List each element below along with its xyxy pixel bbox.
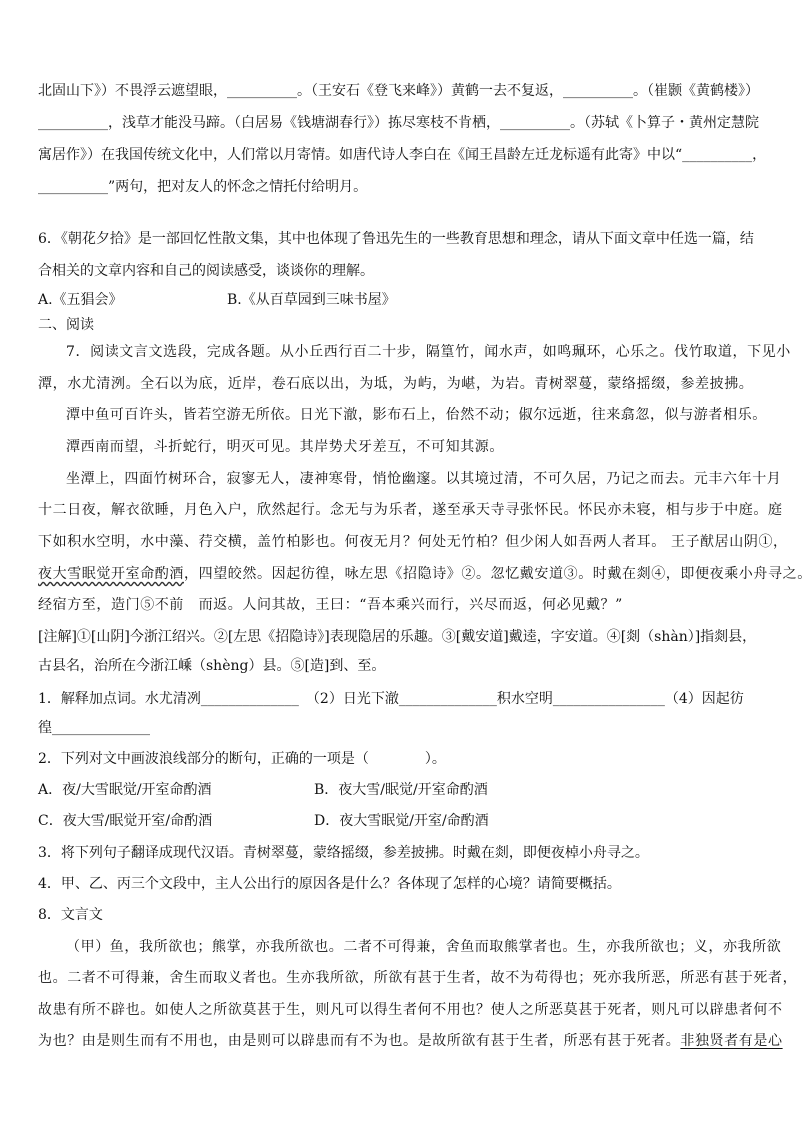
wavy-underlined-sentence: 夜大雪眠觉开室命酌酒: [38, 566, 184, 582]
question-6-line-2: 合相关的文章内容和自己的阅读感受，谈谈你的理解。: [38, 263, 374, 279]
subquestion-2-option-a: A．夜/大雪眠觉/开室命酌酒: [38, 782, 212, 798]
text-jia-line-1: （甲）鱼，我所欲也；熊掌，亦我所欲也。二者不可得兼，舍鱼而取熊掌者也。生，亦我所欲也；义，亦我所欲: [66, 939, 782, 955]
subquestion-1-line-1: 1．解释加点词。水尤清冽______________ （2）日光下澈______________积水空明________________（4）因起彷: [38, 691, 744, 707]
subquestion-3: 3．将下列句子翻译成现代汉语。青树翠蔓，蒙络摇缀，参差披拂。时戴在剡，即便夜棹小舟寻之。: [38, 845, 649, 861]
annotation-line-2: 古县名，治所在今浙江嵊（shèng）县。⑤[造]到、至。: [38, 658, 386, 674]
passage-line-4-rest: ，四望皎然。因起彷徨，咏左思《招隐诗》②。忽忆戴安道③。时戴在剡④，即便夜乘小舟寻之。: [184, 566, 812, 582]
subquestion-2-option-d: D．夜大雪眠觉/开室/命酌酒: [314, 813, 489, 829]
passage-paragraph-1-line-2: 潭，水尤清洌。全石以为底，近岸，卷石底以出，为坻，为屿，为嵁，为岩。青树翠蔓，蒙络摇缀，参差披拂。: [38, 376, 754, 392]
passage-paragraph-3: 潭西南而望，斗折蛇行，明灭可见。其岸势犬牙差互，不可知其源。: [66, 439, 504, 455]
subquestion-4: 4．甲、乙、丙三个文段中，主人公出行的原因各是什么？各体现了怎样的心境？请简要概括。: [38, 876, 621, 892]
passage-paragraph-4-line-3: 下如积水空明，水中藻、荇交横，盖竹柏影也。何夜无月？何处无竹柏？但少闲人如吾两人者耳。 王子猷居山阴①，: [38, 534, 788, 550]
question-6-option-b: B.《从百草园到三味书屋》: [227, 292, 396, 308]
subquestion-2-option-b: B．夜大雪/眠觉/开室命酌酒: [314, 782, 488, 798]
poetry-fill-line-4: __________”两句，把对友人的怀念之情托付给明月。: [38, 179, 368, 195]
passage-paragraph-1-line-1: 7．阅读文言文选段，完成各题。从小丘西行百二十步，隔篁竹，闻水声，如鸣珮环，心乐之。伐竹取道，下见小: [66, 344, 791, 360]
question-6-option-a: A.《五猖会》: [38, 292, 123, 308]
passage-paragraph-2: 潭中鱼可百许头，皆若空游无所依。日光下澈，影布石上，佁然不动；俶尔远逝，往来翕忽，似与游者相乐。: [66, 407, 767, 423]
poetry-fill-line-3: 寓居作》）在我国传统文化中，人们常以月寄情。如唐代诗人李白在《闻王昌龄左迁龙标遥有此寄》中以“__________，: [38, 147, 767, 163]
passage-paragraph-4-line-2: 十二日夜，解衣欲睡，月色入户，欣然起行。念无与为乐者，遂至承天寺寻张怀民。怀民亦未寝，相与步于中庭。庭: [38, 502, 783, 518]
subquestion-2-option-c: C．夜大雪/眠觉开室/命酌酒: [38, 813, 213, 829]
passage-paragraph-4-line-4: [38, 565, 812, 583]
text-jia-line-4-main: 为也？由是则生而有不用也，由是则可以辟患而有不为也。是故所欲有甚于生者，所恶有甚于死者。: [38, 1033, 681, 1049]
annotation-line-1: [注解]①[山阴]今浙江绍兴。②[左思《招隐诗》]表现隐居的乐趣。③[戴安道]戴逵，字安道。④[剡（shàn）]指剡县，: [38, 629, 757, 645]
passage-paragraph-4-line-1: 坐潭上，四面竹树环合，寂寥无人，凄神寒骨，悄怆幽邃。以其境过清，不可久居，乃记之而去。元丰六年十月: [66, 471, 782, 487]
question-8-heading: 8．文言文: [38, 907, 103, 923]
text-jia-line-3: 故患有所不辟也。如使人之所欲莫甚于生，则凡可以得生者何不用也？使人之所恶莫甚于死者，则凡可以辟患者何不: [38, 1002, 783, 1018]
text-jia-line-4: [38, 1032, 783, 1050]
poetry-fill-line-2: __________，浅草才能没马蹄。（白居易《钱塘湖春行》）拣尽寒枝不肯栖，__________。（苏轼《卜算子・黄州定慧院: [38, 115, 759, 131]
text-jia-line-2: 也。二者不可得兼，舍生而取义者也。生亦我所欲，所欲有甚于生者，故不为苟得也；死亦我所恶，所恶有甚于死者，: [38, 970, 798, 986]
underlined-phrase: 非独贤者有是心: [680, 1033, 783, 1049]
section-heading-reading: 二、阅读: [38, 317, 94, 333]
passage-paragraph-4-line-5: 经宿方至，造门⑤不前 而返。人问其故，王曰：“吾本乘兴而行，兴尽而返，何必见戴？”: [38, 597, 623, 613]
subquestion-1-line-2: 徨______________: [38, 720, 150, 736]
question-6-line-1: 6．《朝花夕拾》是一部回忆性散文集，其中也体现了鲁迅先生的一些教育思想和理念，请从下面文章中任选一篇，结: [38, 231, 754, 247]
poetry-fill-line-1: 北固山下》）不畏浮云遮望眼，__________。（王安石《登飞来峰》）黄鹤一去不复返，__________。（崔颢《黄鹤楼》）: [38, 83, 759, 99]
subquestion-2: 2．下列对文中画波浪线部分的断句，正确的一项是（ ）。: [38, 751, 446, 767]
